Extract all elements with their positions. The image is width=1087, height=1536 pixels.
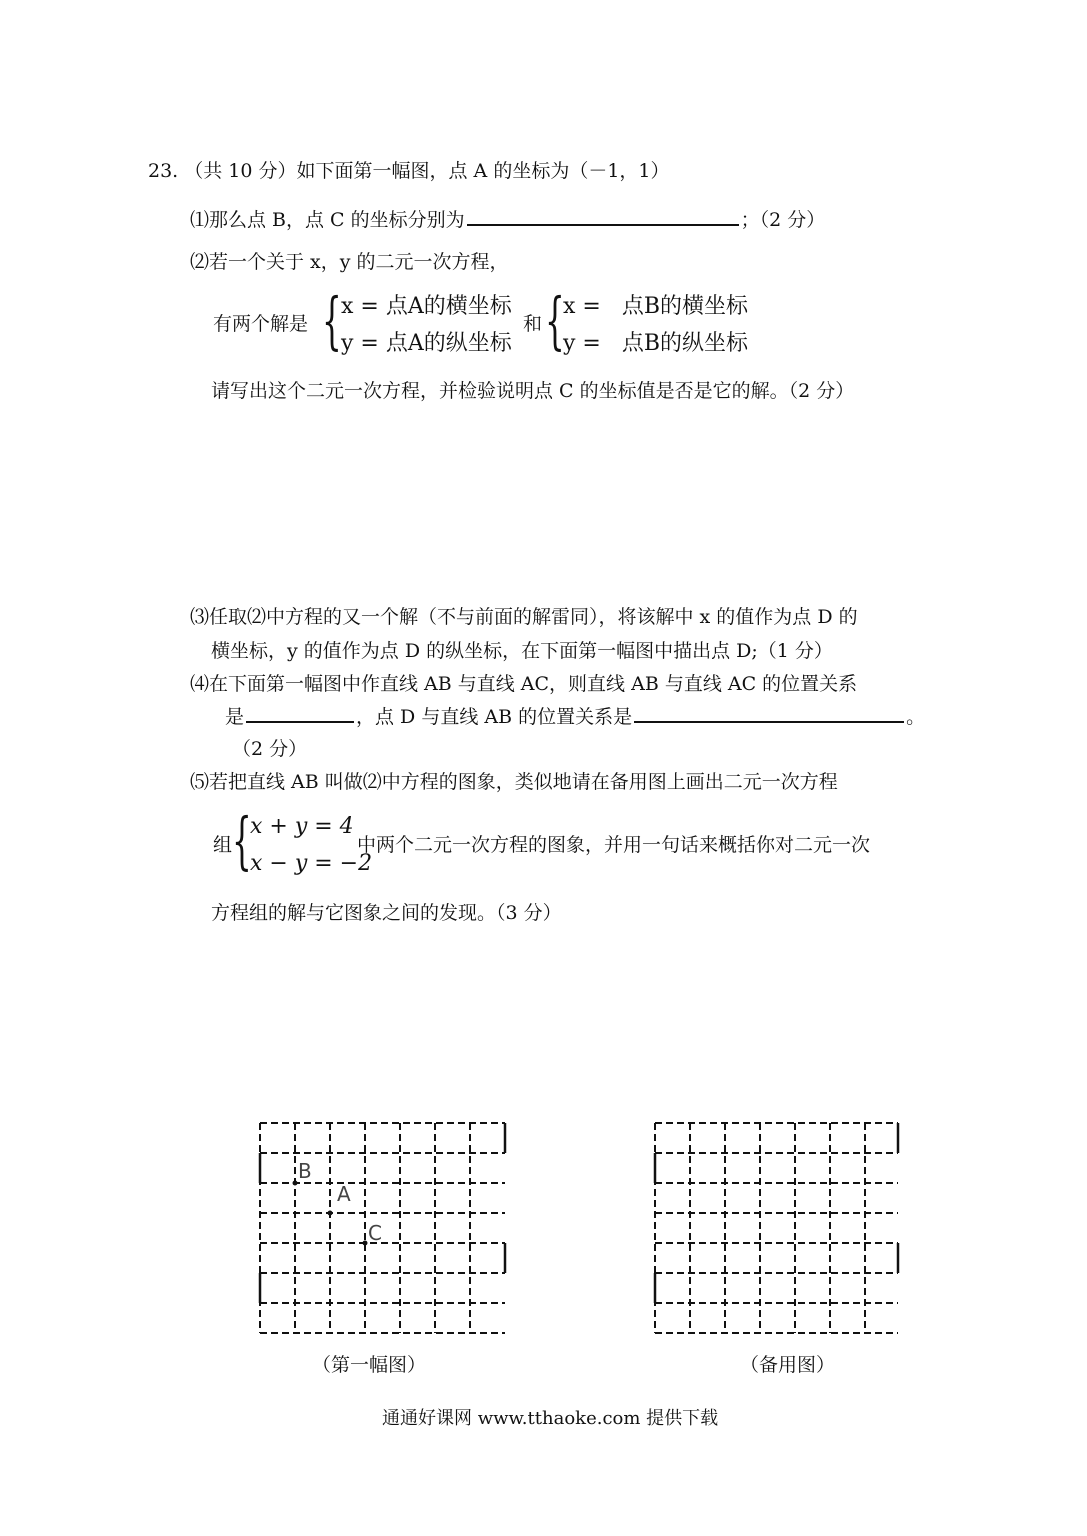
grid-figure-1[interactable] [255, 1118, 510, 1338]
system-eq2: x − y = −2 [250, 851, 373, 876]
part2-intro: ⑵若一个关于 x，y 的二元一次方程， [190, 251, 509, 273]
answer-blank-d-ab[interactable] [634, 720, 904, 723]
point-b [293, 1181, 298, 1186]
part2-lead: 有两个解是 [213, 313, 309, 335]
label-a: A [337, 1182, 351, 1206]
part4-shi: 是 [225, 706, 245, 728]
answer-area-part2[interactable] [190, 420, 940, 590]
label-b: B [298, 1159, 312, 1183]
sys-a-eq2: y = 点A的纵坐标 [341, 331, 512, 356]
part4-line1: ⑷在下面第一幅图中作直线 AB 与直线 AC，则直线 AB 与直线 AC 的位置关系 [190, 673, 858, 695]
part1-score: ；（2 分） [740, 209, 826, 231]
part5-line1: ⑸若把直线 AB 叫做⑵中方程的图象，类似地请在备用图上画出二元一次方程 [190, 771, 838, 793]
part4-end: 。 [906, 706, 926, 728]
brace-b: { [545, 284, 565, 357]
part5-line3: 方程组的解与它图象之间的发现。（3 分） [211, 902, 562, 924]
footer-source: 通通好课网 www.tthaoke.com 提供下载 [382, 1408, 719, 1429]
caption-figure-1: （第一幅图） [312, 1354, 427, 1376]
label-c: C [368, 1221, 382, 1245]
and-word: 和 [523, 313, 543, 335]
sys-b-eq2: y = 点B的纵坐标 [563, 331, 749, 356]
system-eq1: x + y = 4 [250, 814, 354, 839]
brace-a: { [322, 284, 342, 357]
brace-system: { [232, 804, 252, 877]
point-a [328, 1211, 333, 1216]
sys-a-eq1: x = 点A的横坐标 [341, 294, 512, 319]
answer-blank-bc[interactable] [467, 223, 739, 226]
grid-figure-2[interactable] [650, 1118, 905, 1338]
part3-line2: 横坐标，y 的值作为点 D 的纵坐标，在下面第一幅图中描出点 D;（1 分） [211, 640, 833, 662]
part3-line1: ⑶任取⑵中方程的又一个解（不与前面的解雷同），将该解中 x 的值作为点 D 的 [190, 606, 858, 628]
point-c [363, 1241, 368, 1246]
question-title: 23. （共 10 分）如下面第一幅图，点 A 的坐标为（－1，1） [148, 160, 670, 182]
caption-figure-2: （备用图） [740, 1354, 836, 1376]
sys-b-eq1: x = 点B的横坐标 [563, 294, 748, 319]
part1 [190, 211, 825, 230]
part1-text: ⑴那么点 B，点 C 的坐标分别为 [190, 209, 465, 231]
part4-line2 [225, 708, 925, 727]
answer-blank-ab-ac[interactable] [246, 720, 354, 723]
part5-line2: 中两个二元一次方程的图象，并用一句话来概括你对二元一次 [357, 834, 871, 856]
part4-mid: ，点 D 与直线 AB 的位置关系是 [356, 706, 633, 728]
part5-lead: 组 [213, 834, 233, 856]
part2-task: 请写出这个二元一次方程，并检验说明点 C 的坐标值是否是它的解。（2 分） [211, 380, 855, 402]
part4-score: （2 分） [232, 738, 308, 760]
